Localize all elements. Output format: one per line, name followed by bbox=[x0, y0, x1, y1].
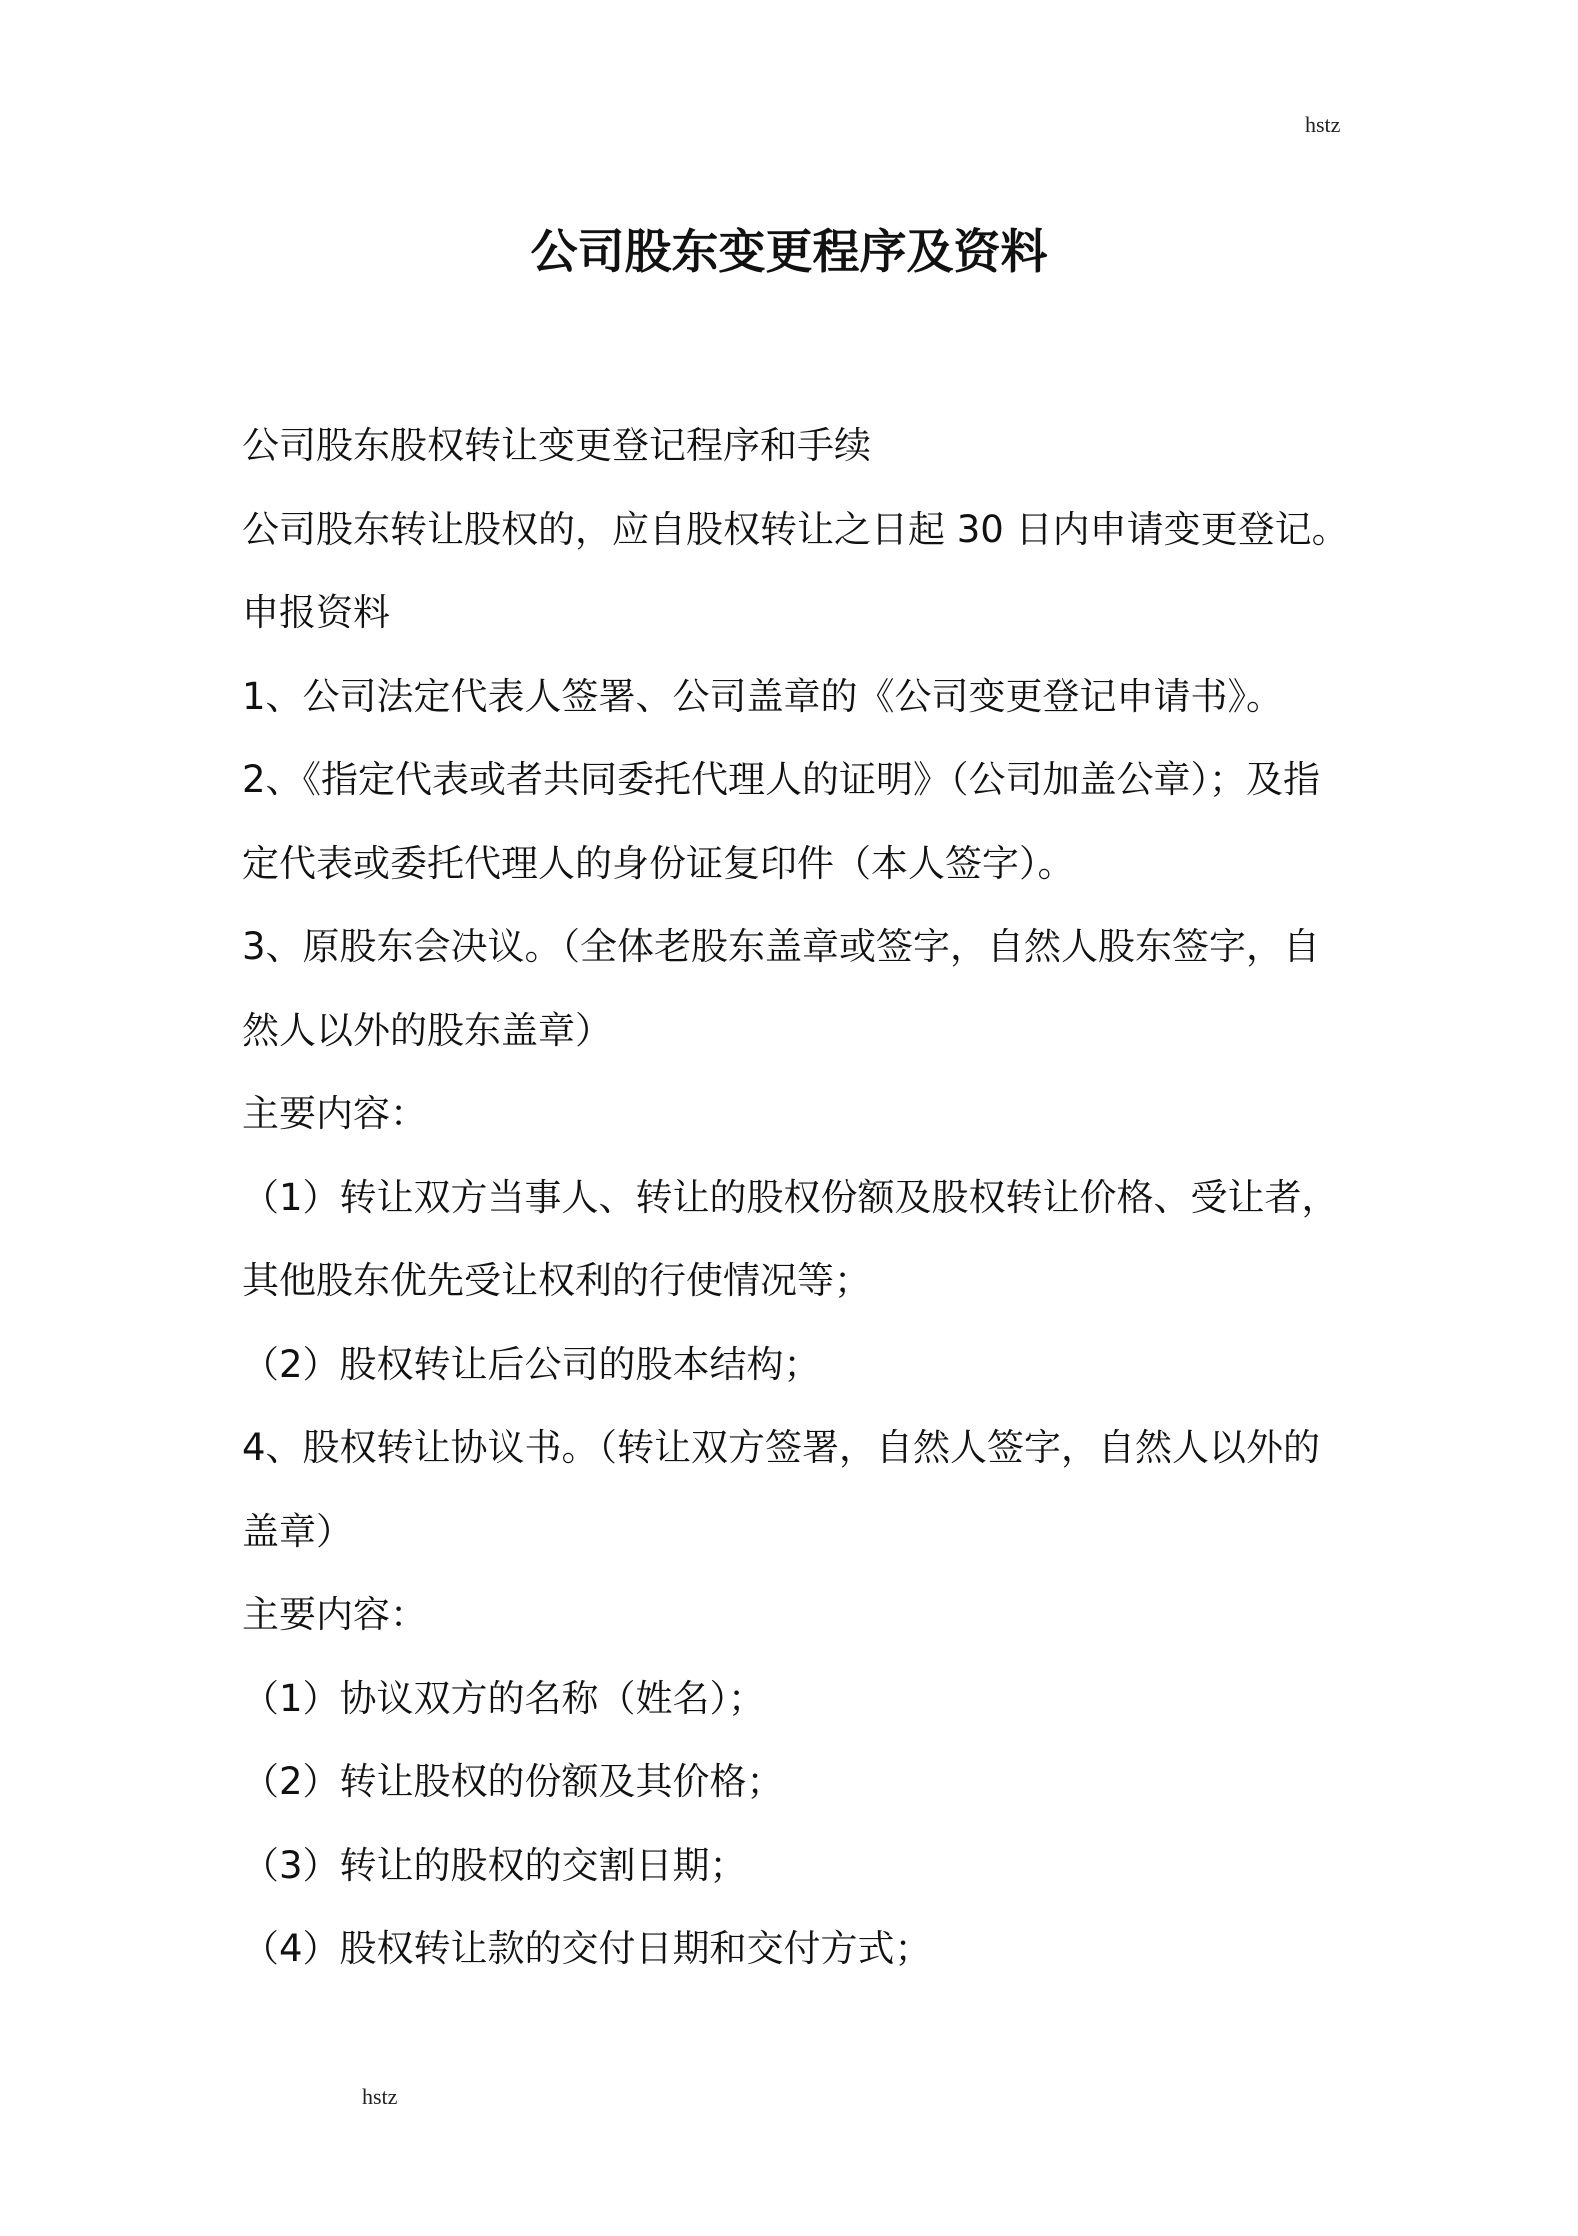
sub-list-item: （4）股权转让款的交付日期和交付方式； bbox=[242, 1927, 932, 1970]
subheading: 主要内容： bbox=[242, 1092, 427, 1135]
list-item: 2、《指定代表或者共同委托代理人的证明》（公司加盖公章）；及指 bbox=[242, 758, 1321, 801]
sub-list-item: （2）股权转让后公司的股本结构； bbox=[242, 1342, 821, 1386]
list-item-continuation: 然人以外的股东盖章） bbox=[242, 1008, 612, 1052]
document-title: 公司股东变更程序及资料 bbox=[530, 225, 1048, 280]
sub-list-item: （2）转让股权的份额及其价格； bbox=[242, 1760, 784, 1803]
sub-list-item: （3）转让的股权的交割日期； bbox=[242, 1843, 747, 1887]
list-item-continuation: 定代表或委托代理人的身份证复印件（本人签字）。 bbox=[242, 841, 1075, 885]
sub-list-item: （1）协议双方的名称（姓名）； bbox=[242, 1676, 766, 1720]
document-body bbox=[242, 404, 1347, 1991]
list-item: 4、股权转让协议书。（转让双方签署，自然人签字，自然人以外的 bbox=[242, 1426, 1321, 1469]
paragraph: 公司股东转让股权的，应自股权转让之日起 30 日内申请变更登记。 bbox=[242, 507, 1349, 551]
sub-list-item-continuation: 其他股东优先受让权利的行使情况等； bbox=[242, 1259, 871, 1302]
section-heading: 申报资料 bbox=[242, 591, 390, 634]
header-mark: hstz bbox=[1305, 112, 1341, 137]
footer-mark: hstz bbox=[362, 2084, 398, 2109]
subheading: 主要内容： bbox=[242, 1593, 427, 1636]
list-item-continuation: 盖章） bbox=[242, 1509, 353, 1553]
list-item: 1、公司法定代表人签署、公司盖章的《公司变更登记申请书》。 bbox=[242, 674, 1284, 718]
section-heading: 公司股东股权转让变更登记程序和手续 bbox=[242, 424, 871, 467]
list-item: 3、原股东会决议。（全体老股东盖章或签字，自然人股东签字，自 bbox=[242, 925, 1321, 968]
sub-list-item: （1）转让双方当事人、转让的股权份额及股权转让价格、受让者， bbox=[242, 1175, 1339, 1219]
